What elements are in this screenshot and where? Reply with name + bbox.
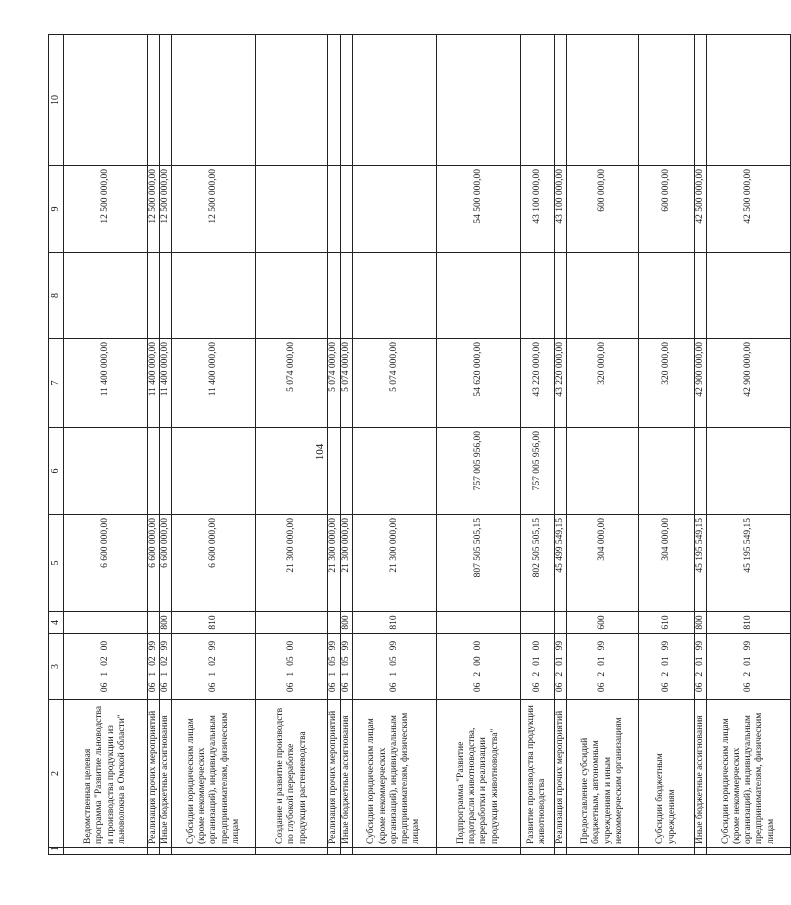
- row-value-col7: 11 400 000,00: [64, 339, 148, 428]
- row-value-col8: [256, 253, 328, 339]
- row-value-col9: [340, 166, 352, 253]
- row-value-col5: 304 000,00: [567, 515, 639, 612]
- row-value-col5: 6 600 000,00: [172, 515, 256, 612]
- row-value-col7: 11 400 000,00: [148, 339, 160, 428]
- row-value-col5: 45 195 549,15: [707, 515, 791, 612]
- row-value-col7: 54 620 000,00: [436, 339, 520, 428]
- row-code: [707, 634, 791, 700]
- table-row: [639, 35, 695, 855]
- row-value-col6: [707, 428, 791, 515]
- code-part: 1: [328, 671, 339, 677]
- row-name: Иные бюджетные ассигнования: [695, 700, 707, 848]
- header-col-7: 7: [49, 339, 64, 428]
- code-part: 2: [596, 671, 607, 677]
- code-part: 99: [695, 640, 706, 651]
- row-value-col5: 45 499 549,15: [554, 515, 566, 612]
- table-row: [256, 35, 328, 855]
- row-expense-type: 810: [352, 612, 436, 634]
- row-value-col8: [328, 253, 340, 339]
- row-value-col8: [567, 253, 639, 339]
- code-part: 99: [554, 640, 565, 651]
- row-value-col5: 6 600 000,00: [148, 515, 160, 612]
- row-name: Иные бюджетные ассигнования: [160, 700, 172, 848]
- header-col-10: 10: [49, 35, 64, 166]
- row-value-col7: 43 220 000,00: [554, 339, 566, 428]
- code-part: 99: [596, 640, 607, 651]
- row-value-col6: [695, 428, 707, 515]
- row-expense-type: 600: [567, 612, 639, 634]
- row-index-cell: [328, 848, 340, 855]
- row-value-col10: [639, 35, 695, 166]
- row-value-col7: 5 074 000,00: [256, 339, 328, 428]
- row-name: Субсидии юридическим лицам (кроме некоммерческих организаций), индивидуальным предпринимателям, физическим лицам: [172, 700, 256, 848]
- code-part: 2: [695, 671, 706, 677]
- row-value-col6: [64, 428, 148, 515]
- row-value-col6: [340, 428, 352, 515]
- row-name: Реализация прочих мероприятий: [328, 700, 340, 848]
- row-index-cell: [256, 848, 328, 855]
- row-value-col7: 5 074 000,00: [340, 339, 352, 428]
- row-value-col9: 600 000,00: [639, 166, 695, 253]
- row-code: [160, 634, 172, 700]
- row-code: [567, 634, 639, 700]
- table-header-row: [49, 35, 64, 855]
- row-value-col10: [340, 35, 352, 166]
- row-index-cell: [554, 848, 566, 855]
- row-value-col9: 12 500 000,00: [64, 166, 148, 253]
- code-part: 99: [208, 640, 219, 651]
- row-value-col7: 5 074 000,00: [352, 339, 436, 428]
- row-name: Иные бюджетные ассигнования: [340, 700, 352, 848]
- code-part: 2: [531, 671, 542, 677]
- row-code: [340, 634, 352, 700]
- code-part: 02: [99, 656, 110, 666]
- row-name: Субсидии юридическим лицам (кроме некоммерческих организаций), индивидуальным предпринимателям, физическим лицам: [707, 700, 791, 848]
- row-value-col8: [148, 253, 160, 339]
- row-code: [64, 634, 148, 700]
- code-part: 2: [660, 671, 671, 677]
- budget-table: [48, 34, 791, 855]
- code-part: 2: [472, 671, 483, 677]
- row-name: Ведомственная целевая программа "Развитие льноводства и производства продукции из льноволокна в Омской области": [64, 700, 148, 848]
- row-index-cell: [567, 848, 639, 855]
- table-body: [64, 35, 791, 855]
- code-part: 1: [208, 671, 219, 677]
- code-part: 06: [743, 682, 754, 693]
- code-part: 02: [160, 656, 171, 666]
- code-part: 99: [743, 640, 754, 651]
- code-part: 06: [286, 682, 297, 693]
- row-value-col7: 320 000,00: [567, 339, 639, 428]
- row-expense-type: 810: [707, 612, 791, 634]
- row-value-col7: 42 900 000,00: [695, 339, 707, 428]
- table-row: [352, 35, 436, 855]
- code-part: 06: [596, 682, 607, 693]
- table-row: [554, 35, 566, 855]
- code-part: 06: [695, 682, 706, 693]
- row-value-col7: 5 074 000,00: [328, 339, 340, 428]
- header-col-5: 5: [49, 515, 64, 612]
- header-col-6: 6: [49, 428, 64, 515]
- row-index-cell: [64, 848, 148, 855]
- code-part: 99: [388, 640, 399, 651]
- code-part: 05: [388, 656, 399, 666]
- row-value-col10: [520, 35, 554, 166]
- row-value-col5: 21 300 000,00: [328, 515, 340, 612]
- row-expense-type: 800: [160, 612, 172, 634]
- code-part: 00: [472, 656, 483, 666]
- row-code: [256, 634, 328, 700]
- row-value-col9: 42 500 000,00: [707, 166, 791, 253]
- row-value-col8: [172, 253, 256, 339]
- row-value-col7: 11 400 000,00: [160, 339, 172, 428]
- row-code: [328, 634, 340, 700]
- code-part: 06: [99, 682, 110, 693]
- row-value-col6: [160, 428, 172, 515]
- row-expense-type: [328, 612, 340, 634]
- row-value-col9: 42 500 000,00: [695, 166, 707, 253]
- row-value-col10: [436, 35, 520, 166]
- code-part: 1: [148, 671, 158, 677]
- header-col-3: 3: [49, 634, 64, 700]
- row-expense-type: 800: [695, 612, 707, 634]
- row-code: [172, 634, 256, 700]
- code-part: 00: [472, 640, 483, 651]
- row-value-col10: [160, 35, 172, 166]
- row-name: Создание и развитие производств по глубокой переработке продукции растениеводства: [256, 700, 328, 848]
- row-value-col7: 42 900 000,00: [707, 339, 791, 428]
- row-index-cell: [340, 848, 352, 855]
- row-name: Субсидии юридическим лицам (кроме некоммерческих организаций), индивидуальным предпринимателям, физическим лицам: [352, 700, 436, 848]
- code-part: 06: [388, 682, 399, 693]
- row-value-col10: [256, 35, 328, 166]
- row-name: Субсидии бюджетным учреждениям: [639, 700, 695, 848]
- row-value-col6: 757 005 956,00: [436, 428, 520, 515]
- row-value-col5: 6 600 000,00: [160, 515, 172, 612]
- code-part: 06: [531, 682, 542, 693]
- row-index-cell: [172, 848, 256, 855]
- header-col-1: 1: [49, 848, 64, 855]
- table-row: [567, 35, 639, 855]
- row-value-col6: [172, 428, 256, 515]
- row-value-col5: 21 300 000,00: [352, 515, 436, 612]
- row-value-col10: [328, 35, 340, 166]
- code-part: 99: [160, 640, 171, 651]
- row-value-col10: [64, 35, 148, 166]
- header-col-2: 2: [49, 700, 64, 848]
- row-value-col5: 21 300 000,00: [340, 515, 352, 612]
- row-code: [436, 634, 520, 700]
- row-value-col5: 45 195 549,15: [695, 515, 707, 612]
- row-code: [639, 634, 695, 700]
- code-part: 1: [340, 671, 351, 677]
- code-part: 1: [286, 671, 297, 677]
- row-index-cell: [352, 848, 436, 855]
- row-value-col5: 21 300 000,00: [256, 515, 328, 612]
- row-expense-type: [436, 612, 520, 634]
- row-value-col8: [436, 253, 520, 339]
- row-expense-type: 800: [340, 612, 352, 634]
- table-row: [340, 35, 352, 855]
- code-part: 06: [472, 682, 483, 693]
- row-value-col9: 43 100 000,00: [520, 166, 554, 253]
- row-value-col8: [695, 253, 707, 339]
- page-number-text: 104: [314, 443, 326, 461]
- row-value-col10: [352, 35, 436, 166]
- row-expense-type: [520, 612, 554, 634]
- row-value-col6: [148, 428, 160, 515]
- row-value-col9: 12 500 000,00: [160, 166, 172, 253]
- row-code: [352, 634, 436, 700]
- code-part: 99: [328, 640, 339, 651]
- row-value-col5: 6 600 000,00: [64, 515, 148, 612]
- row-value-col6: 757 005 956,00: [520, 428, 554, 515]
- row-name: Реализация прочих мероприятий: [554, 700, 566, 848]
- row-value-col10: [707, 35, 791, 166]
- row-expense-type: [554, 612, 566, 634]
- code-part: 00: [531, 640, 542, 651]
- row-index-cell: [707, 848, 791, 855]
- row-value-col7: 11 400 000,00: [172, 339, 256, 428]
- header-col-8: 8: [49, 253, 64, 339]
- code-part: 99: [660, 640, 671, 651]
- row-value-col10: [567, 35, 639, 166]
- code-part: 02: [208, 656, 219, 666]
- row-value-col5: 304 000,00: [639, 515, 695, 612]
- code-part: 1: [99, 671, 110, 677]
- code-part: 01: [596, 656, 607, 666]
- row-value-col9: 43 100 000,00: [554, 166, 566, 253]
- table-row: [520, 35, 554, 855]
- code-part: 00: [99, 640, 110, 651]
- row-value-col6: [639, 428, 695, 515]
- rotated-table-page: [48, 35, 776, 855]
- row-expense-type: 610: [639, 612, 695, 634]
- code-part: 01: [531, 656, 542, 666]
- row-name: Реализация прочих мероприятий: [148, 700, 160, 848]
- row-code: [695, 634, 707, 700]
- row-value-col6: [256, 428, 328, 515]
- code-part: 06: [660, 682, 671, 693]
- row-value-col7: 320 000,00: [639, 339, 695, 428]
- row-value-col9: [328, 166, 340, 253]
- row-value-col8: [707, 253, 791, 339]
- row-value-col9: 600 000,00: [567, 166, 639, 253]
- row-name: Предоставление субсидий бюджетным, автономным учреждениям и иным некоммерческим организациям: [567, 700, 639, 848]
- row-value-col9: [256, 166, 328, 253]
- row-value-col8: [64, 253, 148, 339]
- row-value-col8: [160, 253, 172, 339]
- row-value-col6: [352, 428, 436, 515]
- code-part: 06: [340, 682, 351, 693]
- row-value-col10: [554, 35, 566, 166]
- row-value-col10: [172, 35, 256, 166]
- code-part: 01: [743, 656, 754, 666]
- row-value-col9: 12 500 000,00: [148, 166, 160, 253]
- row-value-col8: [520, 253, 554, 339]
- table-row: [707, 35, 791, 855]
- header-col-4: 4: [49, 612, 64, 634]
- code-part: 06: [208, 682, 219, 693]
- row-value-col9: 54 500 000,00: [436, 166, 520, 253]
- code-part: 99: [340, 640, 351, 651]
- header-col-9: 9: [49, 166, 64, 253]
- code-part: 00: [286, 640, 297, 651]
- row-value-col9: 12 500 000,00: [172, 166, 256, 253]
- code-part: 2: [743, 671, 754, 677]
- row-value-col7: 43 220 000,00: [520, 339, 554, 428]
- row-value-col6: [567, 428, 639, 515]
- code-part: 01: [554, 656, 565, 666]
- row-value-col10: [148, 35, 160, 166]
- table-row: [64, 35, 148, 855]
- code-part: 2: [554, 671, 565, 677]
- row-expense-type: [148, 612, 160, 634]
- row-index-cell: [520, 848, 554, 855]
- row-index-cell: [160, 848, 172, 855]
- row-expense-type: 810: [172, 612, 256, 634]
- code-part: 05: [286, 656, 297, 666]
- row-value-col5: 802 505 505,15: [520, 515, 554, 612]
- table-row: [160, 35, 172, 855]
- code-part: 1: [160, 671, 171, 677]
- row-index-cell: [148, 848, 160, 855]
- row-expense-type: [64, 612, 148, 634]
- table-row: [328, 35, 340, 855]
- row-value-col8: [352, 253, 436, 339]
- row-value-col8: [639, 253, 695, 339]
- table-row: [436, 35, 520, 855]
- row-code: [520, 634, 554, 700]
- row-value-col6: [554, 428, 566, 515]
- code-part: 01: [660, 656, 671, 666]
- row-value-col5: 807 505 505,15: [436, 515, 520, 612]
- code-part: 05: [340, 656, 351, 666]
- code-part: 06: [328, 682, 339, 693]
- row-value-col8: [554, 253, 566, 339]
- row-index-cell: [639, 848, 695, 855]
- row-value-col10: [695, 35, 707, 166]
- code-part: 06: [554, 682, 565, 693]
- row-value-col8: [340, 253, 352, 339]
- row-value-col9: [352, 166, 436, 253]
- row-name: Подпрограмма "Развитие подотрасли животноводства, переработки и реализации продукции животноводства": [436, 700, 520, 848]
- row-index-cell: [695, 848, 707, 855]
- code-part: 06: [148, 682, 158, 693]
- table-row: [695, 35, 707, 855]
- row-name: Развитие производства продукции животноводства: [520, 700, 554, 848]
- row-expense-type: [256, 612, 328, 634]
- row-code: [148, 634, 160, 700]
- row-code: [554, 634, 566, 700]
- code-part: 02: [148, 656, 158, 666]
- code-part: 01: [695, 656, 706, 666]
- code-part: 99: [148, 640, 158, 651]
- row-value-col6: [328, 428, 340, 515]
- code-part: 1: [388, 671, 399, 677]
- row-index-cell: [436, 848, 520, 855]
- table-row: [148, 35, 160, 855]
- code-part: 06: [160, 682, 171, 693]
- code-part: 05: [328, 656, 339, 666]
- table-row: [172, 35, 256, 855]
